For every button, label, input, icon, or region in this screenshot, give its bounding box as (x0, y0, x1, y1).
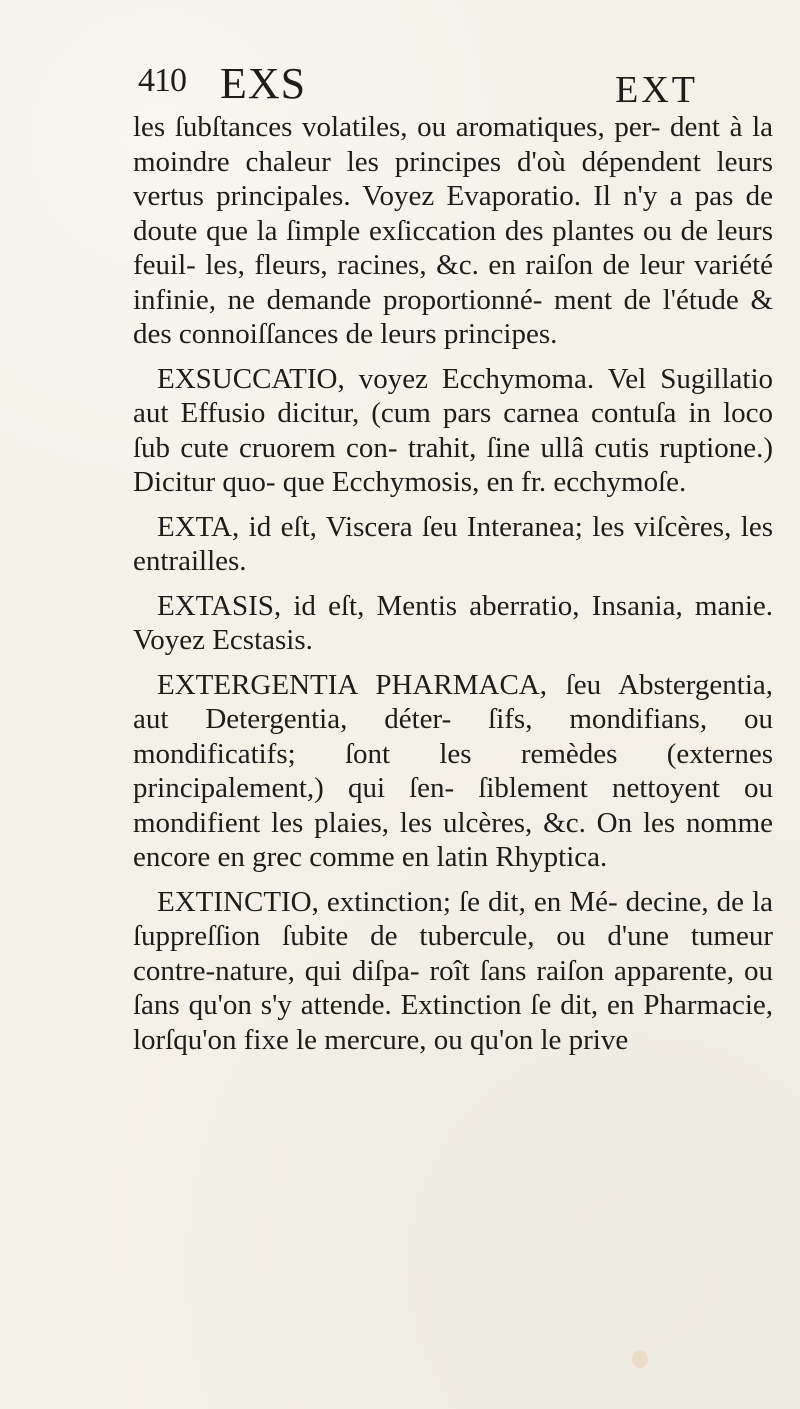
entry-extinctio-text: EXTINCTIO, extinction; ſe dit, en Mé- decine, de la ſuppreſſion ſubite de tubercule, ou d'une tumeur contre-nature, qui diſpa- roît ſans raiſon apparente, ou ſans qu'on s'y attende. Extinction ſe dit, en Pharmacie, lorſqu'on fixe le mercure, ou qu'on le prive (133, 885, 773, 1056)
right-running-head: EXT (615, 69, 698, 111)
entry-exta-text: EXTA, id eſt, Viscera ſeu Interanea; les viſcères, les entrailles. (133, 510, 773, 577)
entry-exta (133, 510, 773, 579)
entry-extergentia-text: EXTERGENTIA PHARMACA, ſeu Abstergentia, aut Detergentia, déter- ſifs, mondifians, ou mondificatifs; ſont les remèdes (externes principalement,) qui ſen- ſiblement nettoyent ou mondifient les plaies, les ulcères, &c. On les nomme encore en grec comme en latin Rhyptica. (133, 668, 773, 873)
dictionary-text (133, 110, 773, 1067)
entry-extasis (133, 589, 773, 658)
entry-extergentia (133, 668, 773, 875)
left-running-head: EXS (220, 59, 307, 108)
entry-exsuccatio-text: EXSUCCATIO, voyez Ecchymoma. Vel Sugillatio aut Effusio dicitur, (cum pars carnea contuſa in loco ſub cute cruorem con- trahit, ſine ullâ cutis ruptione.) Dicitur quo- que Ecchymosis, en fr. ecchymoſe. (133, 362, 773, 498)
page-number: 410 (138, 62, 186, 99)
entry-exsuccatio (133, 362, 773, 500)
page-header (138, 58, 698, 110)
entry-intro (133, 110, 773, 352)
entry-extasis-text: EXTASIS, id eſt, Mentis aberratio, Insania, manie. Voyez Ecstasis. (133, 589, 773, 656)
entry-extinctio (133, 885, 773, 1058)
paper-stain (632, 1350, 648, 1368)
entry-intro-text: les ſubſtances volatiles, ou aromatiques, per- dent à la moindre chaleur les principes d'où dépendent leurs vertus principales. Voyez Evaporatio. Il n'y a pas de doute que la ſimple exſiccation des plantes ou de leurs feuil- les, fleurs, racines, &c. en raiſon de leur variété infinie, ne demande proportionné- ment de l'étude & des connoiſſances de leurs principes. (133, 111, 773, 350)
